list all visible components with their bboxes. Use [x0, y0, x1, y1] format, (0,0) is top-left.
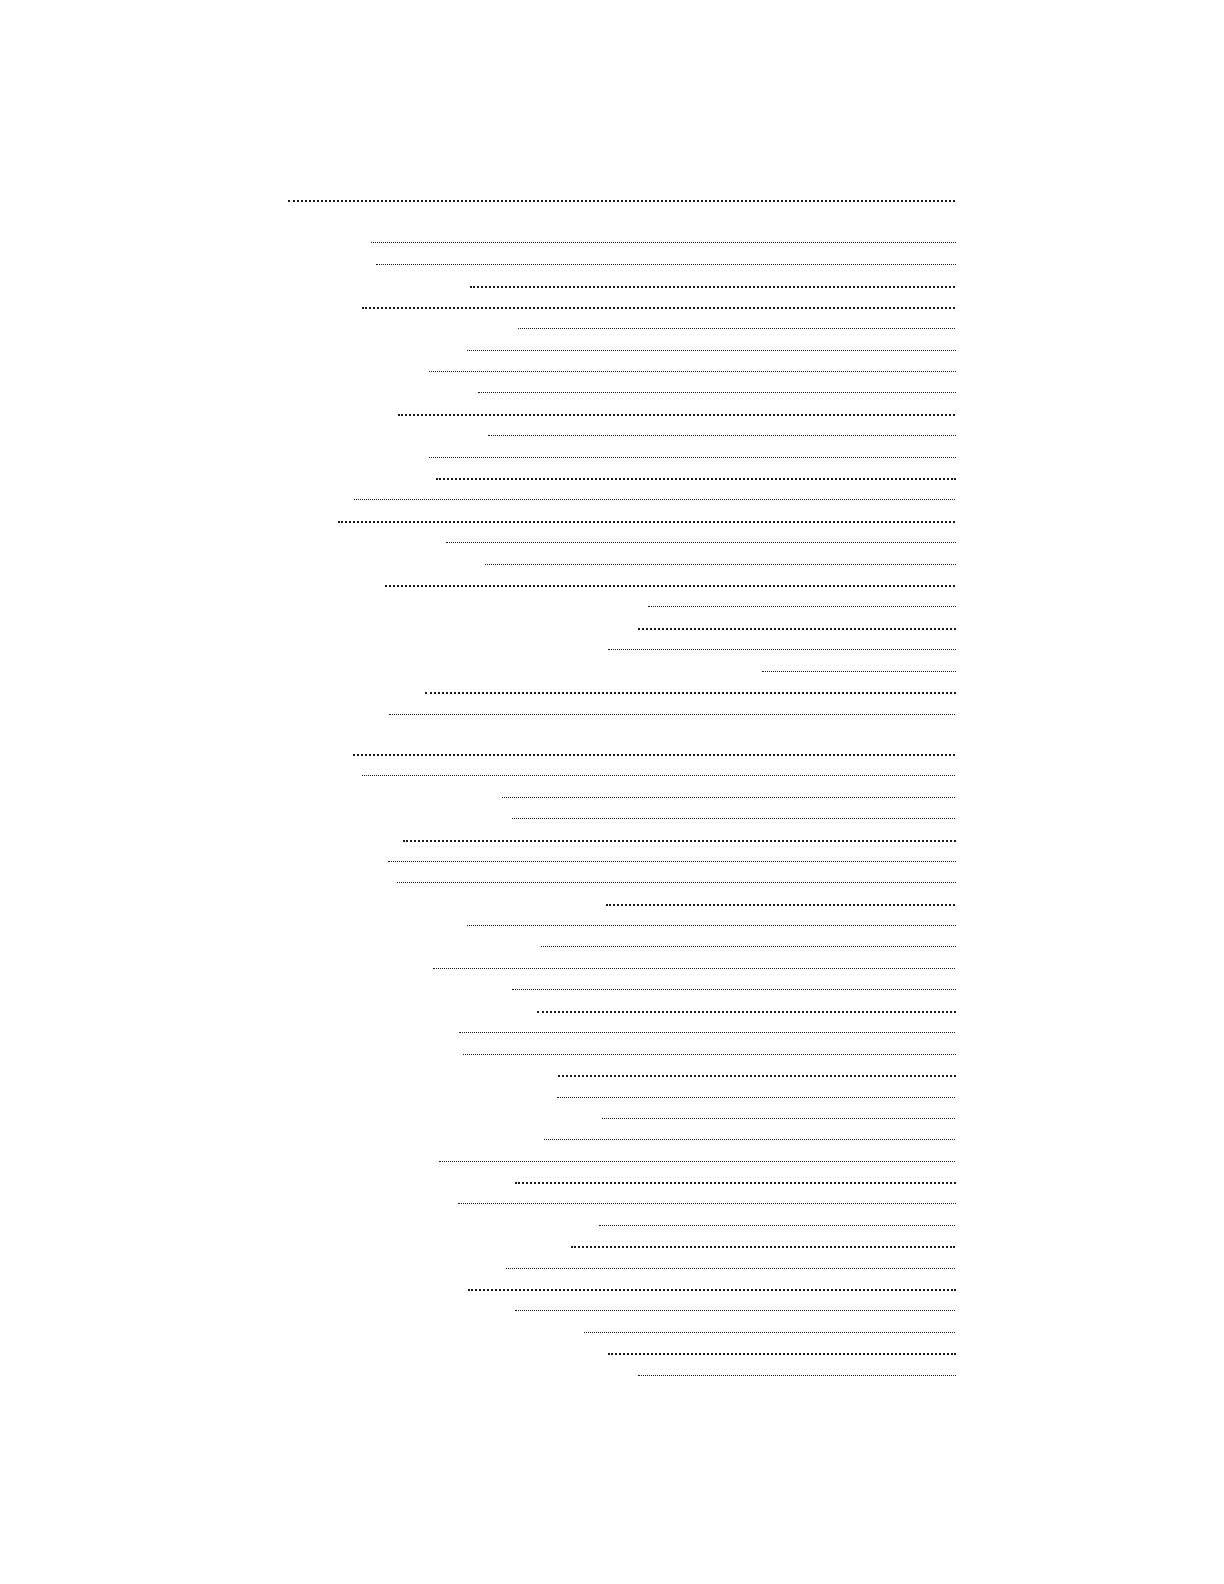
dotted-leader-line — [362, 775, 955, 776]
dotted-leader-line — [537, 1011, 956, 1013]
dotted-leader-line — [558, 1075, 956, 1077]
dotted-leader-line — [541, 946, 956, 947]
dotted-leader-line — [458, 1203, 956, 1204]
dotted-leader-line — [403, 840, 956, 842]
dotted-leader-line — [467, 925, 956, 926]
dotted-leader-line — [398, 414, 955, 416]
dotted-leader-line — [512, 989, 956, 990]
dotted-leader-line — [602, 1118, 955, 1119]
dotted-leader-line — [584, 1332, 955, 1333]
dotted-leader-line — [470, 286, 955, 288]
dotted-leader-line — [429, 457, 956, 458]
dotted-leader-line — [557, 1097, 955, 1098]
dotted-leader-line — [638, 628, 956, 630]
dotted-leader-line — [608, 649, 956, 650]
dotted-leader-line — [467, 350, 956, 351]
dotted-leader-line — [388, 861, 956, 862]
dotted-leader-line — [288, 200, 955, 202]
dotted-leader-line — [468, 1289, 956, 1291]
dotted-leader-line — [648, 606, 956, 607]
dotted-leader-line — [518, 328, 955, 329]
dotted-leader-line — [762, 671, 956, 672]
dotted-leader-line — [433, 968, 955, 969]
dotted-leader-line — [389, 714, 955, 715]
dotted-leader-line — [544, 1139, 955, 1140]
dotted-leader-line — [478, 392, 956, 393]
dotted-leader-line — [488, 435, 956, 436]
dotted-leader-line — [397, 882, 956, 883]
dotted-leader-line — [606, 904, 955, 906]
dotted-leader-line — [571, 1246, 955, 1248]
dotted-leader-line — [425, 692, 956, 694]
dotted-leader-line — [506, 1268, 955, 1269]
dotted-leader-line — [463, 1054, 956, 1055]
dotted-leader-line — [385, 585, 955, 587]
dotted-leader-line — [502, 797, 955, 798]
dotted-leader-line — [515, 1182, 956, 1184]
dotted-leader-line — [436, 478, 956, 480]
dotted-leader-line — [354, 499, 955, 500]
dotted-leader-line — [362, 307, 955, 309]
dotted-leader-line — [371, 242, 956, 243]
dotted-leader-line — [353, 754, 955, 756]
dotted-leader-line — [459, 1032, 955, 1033]
dotted-leader-line — [599, 1225, 955, 1226]
dotted-leader-line — [338, 521, 955, 523]
dotted-leader-line — [638, 1375, 956, 1376]
dotted-leader-line — [608, 1353, 956, 1355]
dotted-leader-line — [376, 264, 956, 265]
dotted-leader-line — [515, 1310, 955, 1311]
dotted-leader-line — [439, 1161, 955, 1162]
dotted-leader-line — [512, 818, 955, 819]
dotted-leader-line — [485, 564, 956, 565]
dotted-leader-line — [429, 371, 956, 372]
dotted-leader-line — [446, 542, 956, 543]
